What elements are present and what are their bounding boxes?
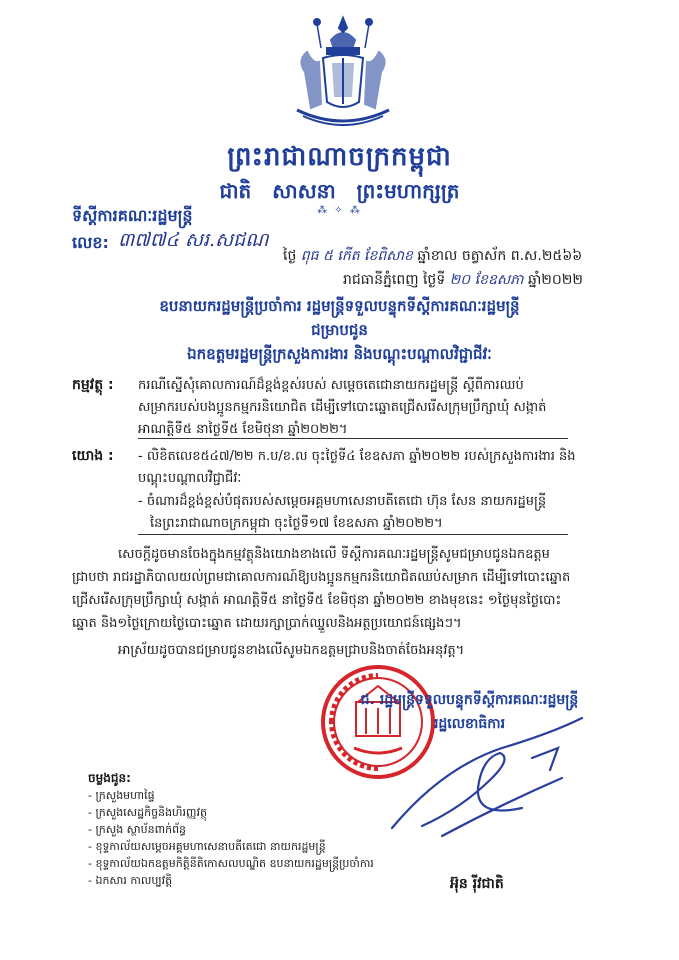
recipient-heading: ឯកឧត្តមរដ្ឋមន្ត្រីក្រសួងការងារ និងបណ្តុះបណ្តាលវិជ្ជាជីវៈ [187,345,492,363]
copy-to-title: ចម្លងជូន: [88,771,131,785]
solar-date [343,270,583,291]
body-line-1: សេចក្តីដូចមានចែងក្នុងកម្មវត្ថុនិងយោងខាងលើ ទីស្តីការគណៈរដ្ឋមន្ត្រីសូមជម្រាបជូនឯកឧត្តម [118,547,550,562]
reference-label: យោង : [72,448,114,464]
copy-to-item: - ក្រសួងសេដ្ឋកិច្ចនិងហិរញ្ញវត្ថុ [88,806,207,819]
signature-title-2: រដ្ឋលេខាធិការ [433,716,506,732]
copy-to-item: - ក្រសួងមហាផ្ទៃ [88,789,155,802]
copy-to-item: - ក្រសួង ស្ថាប័នពាក់ព័ន្ធ [88,823,187,836]
subject-label: កម្មវត្ថុ : [72,377,114,393]
subject-line-2: សម្រាករបស់បងប្អូនកម្មករនិយោជិត ដើម្បីទៅបោះឆ្នោតជ្រើសរើសក្រុមប្រឹក្សាឃុំ សង្កាត់ [138,400,547,415]
copy-to-item: - ខុទ្ទកាល័យសម្តេចអគ្គមហាសេនាបតីតេជោ នាយករដ្ឋមន្ត្រី [88,840,326,853]
solar-date-suffix: ឆ្នាំ២០២២ [527,272,583,288]
solar-date-handwritten: ២០ ខែឧសភា [449,272,524,288]
body-line-4: ឆ្នោត និង១ថ្ងៃក្រោយថ្ងៃបោះឆ្នោត ដោយរក្សាប្រាក់ឈ្នួលនិងអត្ថប្រយោជន៍ផ្សេងៗ។ [72,616,462,631]
sender-heading: ឧបនាយករដ្ឋមន្ត្រីប្រចាំការ រដ្ឋមន្ត្រីទទួលបន្ទុកទីស្តីការគណៈរដ្ឋមន្ត្រី [159,297,520,315]
body-line-3: ជ្រើសរើសក្រុមប្រឹក្សាឃុំ សង្កាត់ អាណត្តិទី៥ នាថ្ងៃទី៥ ខែមិថុនា ឆ្នាំ២០២២ ខាងមុខនេះ ១ថ្ងៃមុនថ្ងៃបោះ [72,593,562,608]
body-line-5: អាស្រ័យដូចបានជម្រាបជូនខាងលើសូមឯកឧត្តមជ្រាបនិងចាត់ចែងអនុវត្ត។ [118,643,465,658]
issuing-office: ទីស្តីការគណៈរដ្ឋមន្ត្រី [72,206,193,225]
reference-line-4: នៃព្រះរាជាណាចក្រកម្ពុជា ចុះថ្ងៃទី១៧ ខែឧសភា ឆ្នាំ២០២២។ [150,516,443,531]
reference-line-3: - ចំណារដ៏ខ្ពង់ខ្ពស់បំផុតរបស់សម្តេចអគ្គមហាសេនាបតីតេជោ ហ៊ុន សែន នាយករដ្ឋមន្ត្រី [138,494,547,509]
reference-line-2: បណ្តុះបណ្តាលវិជ្ជាជីវៈ [138,471,242,486]
lunar-date [283,246,582,267]
kingdom-title: ព្រះរាជាណាចក្រកម្ពុជា [227,142,452,172]
lunar-date-handwritten: ពុធ ៥ កើត ខែពិសាខ [300,248,413,264]
lunar-date-suffix: ឆ្នាំខាល ចត្វាស័ក ព.ស.២៥៦៦ [417,248,583,264]
doc-number-value: ៣៧៧៤ សរ.សជណ [118,229,269,251]
body-line-2: ជ្រាបថា រាជរដ្ឋាភិបាលយល់ព្រមជាគោលការណ៍ឱ្យបងប្អូនកម្មករនិយោជិតឈប់សម្រាក ដើម្បីទៅបោះឆ្នោត [72,570,571,585]
signer-name: អ៊ុន រ៉ីវជាតិ [450,876,504,892]
ornament-divider: ⁂ ✧ ⁂ [317,205,362,216]
solar-date-prefix: រាជធានីភ្នំពេញ ថ្ងៃទី [343,272,446,288]
reference-line-1: - លិខិតលេខ៥៤៧/២២ ក.ប/ខ.ល ចុះថ្ងៃទី៤ ខែឧសភា ឆ្នាំ២០២២ របស់ក្រសួងការងារ និង [138,449,576,464]
reference-divider [138,534,568,535]
signature-title-1: ជ. រដ្ឋមន្ត្រីទទួលបន្ទុកទីស្តីការគណៈរដ្ឋមន្ត្រី [360,692,579,708]
national-motto: ជាតិ សាសនា ព្រះមហាក្សត្រ [219,179,460,203]
copy-to-item: - ខុទ្ទកាល័យឯកឧត្តមកិត្តិនីតិកោសលបណ្ឌិត ឧបនាយករដ្ឋមន្ត្រីប្រចាំការ [88,857,374,870]
copy-to-item: - ឯកសារ កាលប្បវត្តិ [88,874,173,887]
subject-line-1: ករណីស្នើសុំគោលការណ៍ដ៏ខ្ពង់ខ្ពស់របស់ សម្តេចតេជោនាយករដ្ឋមន្ត្រី ស្តីពីការឈប់ [138,378,524,393]
subject-divider [138,438,568,439]
lunar-date-prefix: ថ្ងៃ [283,248,297,264]
royal-emblem-icon [283,12,403,130]
subject-line-3: អាណត្តិទី៥ នាថ្ងៃទី៥ ខែមិថុនា ឆ្នាំ២០២២។ [138,422,348,437]
respectfully-heading: ជម្រាបជូន [311,321,368,339]
doc-number-label: លេខ: [72,233,109,252]
